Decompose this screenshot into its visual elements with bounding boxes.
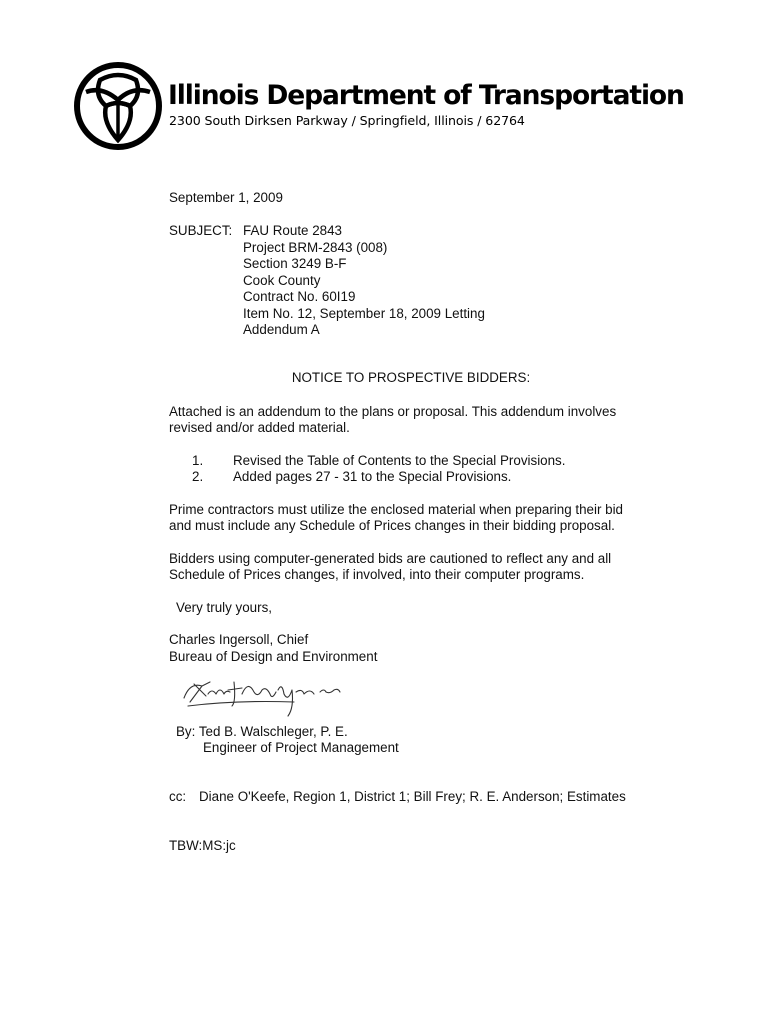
prime-contractors-line: Prime contractors must utilize the enclosed material when preparing their bid xyxy=(169,502,624,517)
subject-line: Cook County xyxy=(243,273,321,288)
agency-name: Illinois Department of Transportation xyxy=(168,80,684,111)
subject-line: Project BRM-2843 (008) xyxy=(243,240,388,255)
item-number: 2. xyxy=(192,469,204,484)
item-number: 1. xyxy=(192,453,204,468)
intro-line: revised and/or added material. xyxy=(169,420,350,435)
bidders-line: Schedule of Prices changes, if involved, into their computer programs. xyxy=(169,567,585,582)
reference-initials: TBW:MS:jc xyxy=(169,838,236,853)
signatory-line: By: Ted B. Walschleger, P. E. xyxy=(176,724,348,739)
agency-address: 2300 South Dirksen Parkway / Springfield, Illinois / 62764 xyxy=(169,113,525,128)
item-text: Revised the Table of Contents to the Special Provisions. xyxy=(233,453,566,468)
cc-label: cc: xyxy=(169,789,187,804)
closing: Very truly yours, xyxy=(176,600,272,615)
letter-date: September 1, 2009 xyxy=(169,190,283,205)
chief-name: Charles Ingersoll, Chief xyxy=(169,632,309,647)
notice-heading: NOTICE TO PROSPECTIVE BIDDERS: xyxy=(291,370,531,385)
item-text: Added pages 27 - 31 to the Special Provisions. xyxy=(233,469,512,484)
subject-line: Addendum A xyxy=(243,322,320,337)
subject-line: FAU Route 2843 xyxy=(243,223,343,238)
chief-bureau: Bureau of Design and Environment xyxy=(169,649,378,664)
handwritten-signature-icon xyxy=(176,672,346,720)
subject-label: SUBJECT: xyxy=(169,223,233,238)
prime-contractors-line: and must include any Schedule of Prices changes in their bidding proposal. xyxy=(169,518,615,533)
bidders-line: Bidders using computer-generated bids are cautioned to reflect any and all xyxy=(169,551,612,566)
subject-line: Item No. 12, September 18, 2009 Letting xyxy=(243,306,485,321)
subject-line: Section 3249 B-F xyxy=(243,256,347,271)
subject-line: Contract No. 60I19 xyxy=(243,289,356,304)
intro-line: Attached is an addendum to the plans or proposal. This addendum involves xyxy=(169,404,617,419)
idot-emblem-icon xyxy=(72,56,164,156)
signatory-title: Engineer of Project Management xyxy=(203,740,399,755)
cc-recipients: Diane O'Keefe, Region 1, District 1; Bill Frey; R. E. Anderson; Estimates xyxy=(199,789,626,804)
